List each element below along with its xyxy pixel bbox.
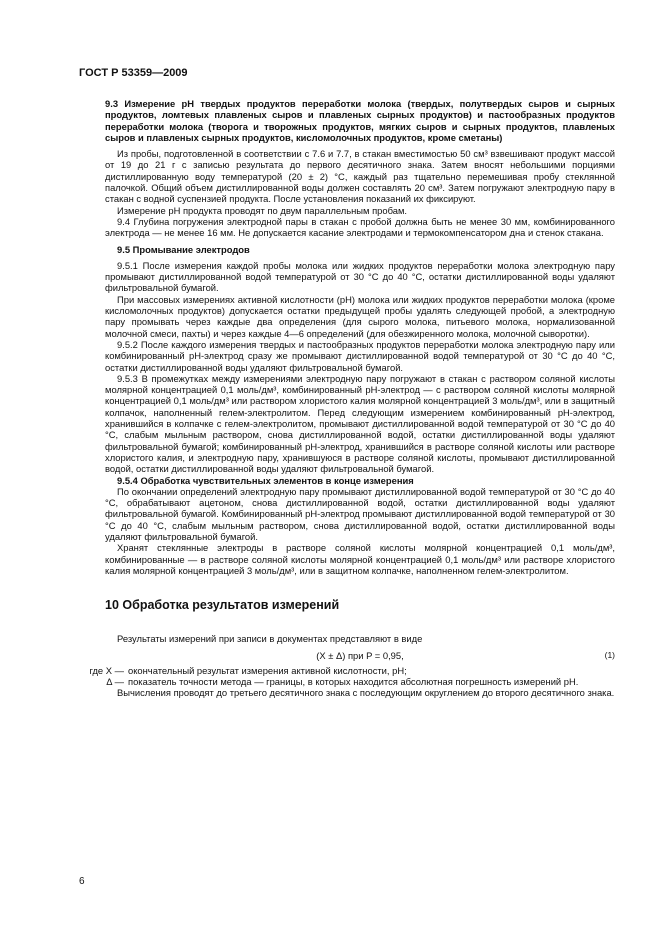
formula-text: (X ± Δ) при P = 0,95, [316,650,404,662]
paragraph: 9.5.1 После измерения каждой пробы молока или жидких продуктов переработки молока электродную пару промывают дистиллированной водой температурой от 30 °С до 40 °С, остатки дистиллированной воды удаляют фильтровальной бумагой. [105,259,615,294]
paragraph: Измерение рН продукта проводят по двум параллельным пробам. [117,204,408,216]
definition-term: Δ — [106,676,124,688]
paragraph: При массовых измерениях активной кислотности (рН) молока или жидких продуктов переработки молока (кроме кисломолочных продуктов) допускается остатки предыдущей пробы удалять следующей пробой, а электродную пару промывать через каждые два определения (для сырого молока, питьевого молока, нормализованной молочной смеси, пахты) и через каждые 4—6 определений (для обезжиренного молока, молочной сыворотки). [105,293,615,339]
definition-text: показатель точности метода — границы, в которых находится абсолютная погрешность измерений рН. [128,676,579,688]
paragraph: Хранят стеклянные электроды в растворе соляной кислоты молярной концентрацией 0,1 моль/дм³, комбинированные — в растворе соляной кислоты молярной концентрацией 0,1 моль/дм³ или растворе хлористого калия молярной концентрацией 3 моль/дм³, или в защитном колпачке, наполненном гелем-электролитом. [105,542,615,576]
paragraph: 9.4 Глубина погружения электродной пары в стакан с пробой должна быть не менее 30 мм, комбинированного электрода — не менее 16 мм. Не допускается касание электродами и термокомпенсатором дна и стенок стакана. [105,215,615,239]
paragraph: Из пробы, подготовленной в соответствии с 7.6 и 7.7, в стакан вместимостью 50 см³ взвешивают продукт массой от 19 до 21 г с записью результата до первого десятичного знака. Затем вносят небольшими порциями дистиллированную воду температурой (20 ± 2) °С, каждый раз тщательно перемешивая пробу стеклянной палочкой. Общий объем дистиллированной воды должен составлять 20 см³. Затем погружают электродную пару в стакан с водной суспензией продукта. После установления показаний их фиксируют. [105,148,615,205]
paragraph: По окончании определений электродную пару промывают дистиллированной водой температурой от 30 °С до 40 °С, обрабатывают ацетоном, снова дистиллированной водой, остатки дистиллированной воды удаляют фильтровальной бумагой. Комбинированный рН-электрод промывают дистиллированной водой температурой от 30 °С до 40 °С, слабым мыльным раствором, снова дистиллированной водой, остатки дистиллированной воды удаляют фильтровальной бумагой. [105,485,615,542]
paragraph: Результаты измерений при записи в документах представляют в виде [117,633,423,645]
section-10-heading: 10 Обработка результатов измерений [105,598,340,613]
paragraph: Вычисления проводят до третьего десятичного знака с последующим округлением до второго десятичного знака. [117,687,615,699]
definition-text: окончательный результат измерения активной кислотности, рН; [128,664,407,676]
document-body [89,98,615,699]
section-9-5-4-heading: 9.5.4 Обработка чувствительных элементов в конце измерения [117,474,414,486]
formula [105,650,615,661]
section-9-5-heading: 9.5 Промывание электродов [117,243,250,255]
definition-term: где X — [89,664,124,676]
definition-item [80,665,615,676]
standard-header: ГОСТ Р 53359—2009 [79,67,188,79]
paragraph: 9.5.3 В промежутках между измерениями электродную пару погружают в стакан с раствором соляной кислоты молярной концентрацией 0,1 моль/дм³, комбинированный рН-электрод — с раствором соляной кислоты молярной концентрацией 0,1 моль/дм³ или раствором хлористого калия молярной концентрацией 3 моль/дм³, или в защитный колпачок, наполненный гелем-электролитом. Перед следующим измерением комбинированный рН-электрод, хранившийся в колпачке с гелем-электролитом, промывают дистиллированной водой температурой от 30 °С до 40 °С, слабым мыльным раствором, снова дистиллированной водой, остатки дистиллированной воды удаляют фильтровальной бумагой; комбинированный рН-электрод, хранившийся в растворе соляной кислоты или растворе хлористого калия, и электродную пару, хранившуюся в растворе соляной кислоты, промывают дистиллированной водой, остатки дистиллированной воды удаляют фильтровальной бумагой. [105,372,615,475]
section-9-3-heading: 9.3 Измерение рН твердых продуктов переработки молока (твердых, полутвердых сыров и сырных продуктов, ломтевых плавленых сыров и плавленых сырных продуктов) и пастообразных продуктов переработки молока (творога и творожных продуктов, мягких сыров и сырных продуктов, плавленых сыров и плавленых сырных продуктов, кисломолочных продуктов, кроме сметаны) [105,98,615,143]
definition-item [80,676,615,687]
definitions-list [80,665,615,688]
paragraph: 9.5.2 После каждого измерения твердых и пастообразных продуктов переработки молока электродную пару или комбинированный рН-электрод сразу же промывают дистиллированной водой температурой от 30 °С до 40 °С, остатки дистиллированной воды удаляют фильтровальной бумагой. [105,338,615,373]
formula-number: (1) [604,650,615,661]
page-number: 6 [79,876,85,887]
